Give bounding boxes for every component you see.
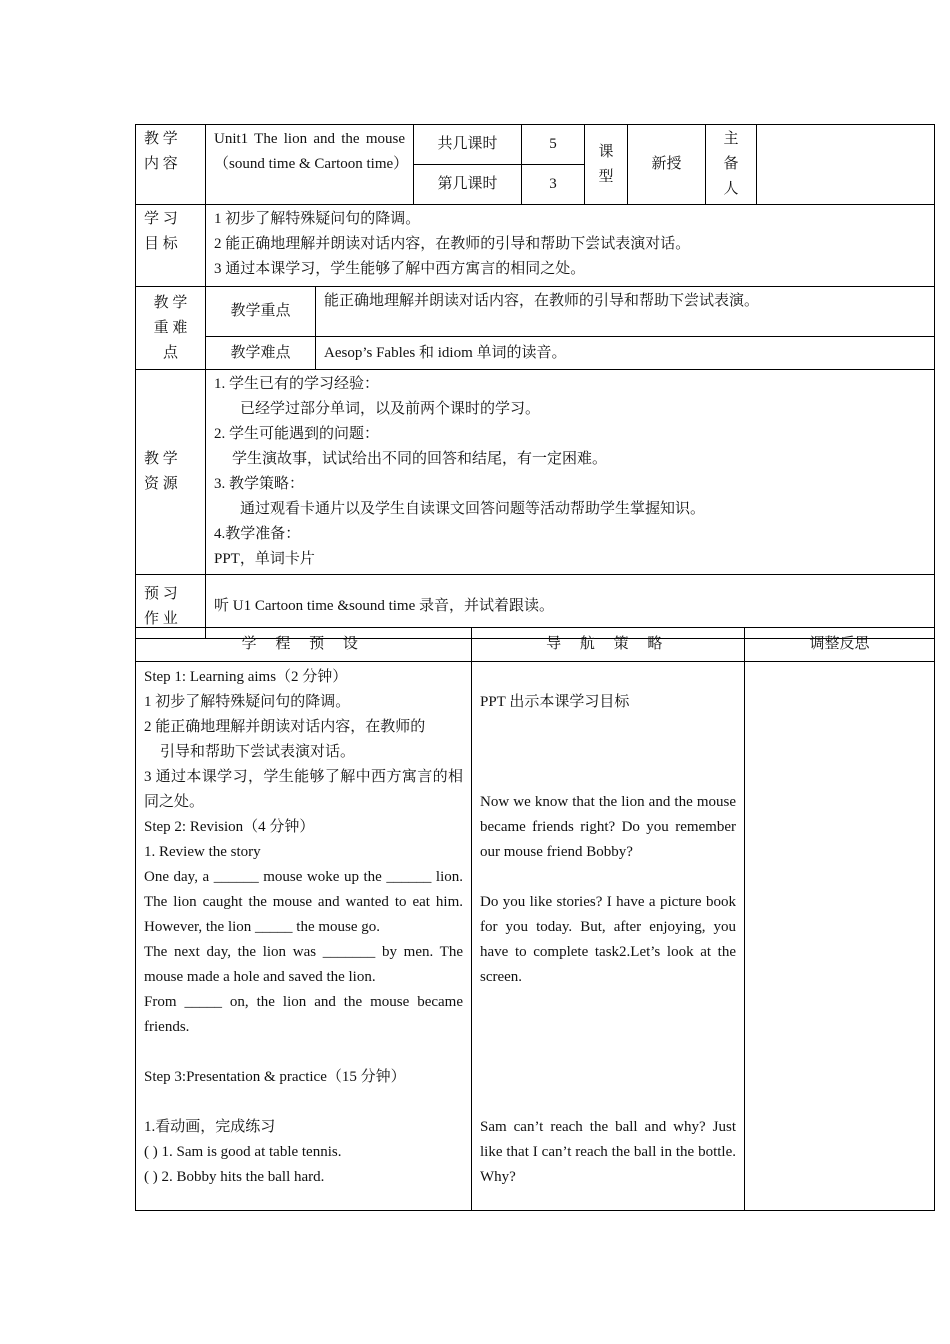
preview-value: 听 U1 Cartoon time &sound time 录音，并试着跟读。 — [206, 575, 935, 639]
lesson-type-label: 课 型 — [585, 125, 628, 205]
resource-line: 通过观看卡通片以及学生自读课文回答问题等活动帮助学生掌握知识。 — [240, 501, 706, 517]
spacer — [480, 665, 736, 690]
spacer — [480, 1065, 736, 1090]
spacer — [480, 865, 736, 890]
resource-line: PPT，单词卡片 — [214, 551, 315, 567]
strategy-col-header: 导 航 策 略 — [472, 628, 745, 662]
preview-label: 预 习 作 业 — [136, 575, 206, 639]
reflection-cell — [745, 662, 935, 1211]
spacer — [480, 715, 736, 740]
step2-title: Step 2: Revision（4 分钟） — [144, 819, 315, 835]
story-paragraph: The next day, the lion was _______ by men. The mouse made a hole and saved the lion. — [144, 944, 463, 985]
spacer — [480, 1090, 736, 1115]
resource-line: 1. 学生已有的学习经验： — [214, 376, 380, 392]
strategy-item: Do you like stories? I have a picture book for you today. But, after enjoying, you have to complete task2.Let’s look at the screen. — [480, 894, 736, 985]
goals-label: 学 习 目 标 — [136, 205, 206, 287]
resources-label: 教 学 资 源 — [136, 370, 206, 575]
reflection-col-header: 调整反思 — [745, 628, 935, 662]
strategy-item: Sam can’t reach the ball and why? Just like that I can’t reach the ball in the bottle. Why? — [480, 1119, 736, 1185]
goal-item: 3 通过本课学习，学生能够了解中西方寓言的相同之处。 — [214, 261, 586, 277]
content-value: Unit1 The lion and the mouse （sound time & Cartoon time） — [206, 125, 414, 205]
strategy-item: PPT 出示本课学习目标 — [480, 694, 630, 710]
strategy-item: Now we know that the lion and the mouse became friends right? Do you remember our mouse friend Bobby? — [480, 794, 736, 860]
difficulty-label: 教学难点 — [206, 337, 316, 370]
aim-item: 1 初步了解特殊疑问句的降调。 — [144, 694, 351, 710]
aim-item: 引导和帮助下尝试表演对话。 — [160, 744, 356, 760]
current-period-value: 3 — [522, 165, 585, 205]
spacer — [480, 1015, 736, 1040]
difficulty-value: Aesop’s Fables 和 idiom 单词的读音。 — [316, 337, 935, 370]
review-heading: 1. Review the story — [144, 844, 261, 860]
story-paragraph: From _____ on, the lion and the mouse became friends. — [144, 994, 463, 1035]
aim-item: 3 通过本课学习，学生能够了解中西方寓言的相同之处。 — [144, 769, 463, 810]
content-label: 教 学 内 容 — [136, 125, 206, 205]
watch-task: 1.看动画，完成练习 — [144, 1119, 276, 1135]
total-periods-label: 共几课时 — [414, 125, 522, 165]
lesson-type-value: 新授 — [628, 125, 706, 205]
goal-item: 1 初步了解特殊疑问句的降调。 — [214, 211, 421, 227]
resource-line: 学生演故事，试试给出不同的回答和结尾，有一定困难。 — [232, 451, 608, 467]
lesson-info-table — [135, 124, 935, 639]
spacer — [480, 1040, 736, 1065]
resource-line: 3. 教学策略： — [214, 476, 305, 492]
resource-line: 4.教学准备： — [214, 526, 301, 542]
story-paragraph: One day, a ______ mouse woke up the ______ lion. The lion caught the mouse and wanted to eat him. However, the lion _____ the mouse go. — [144, 869, 463, 935]
spacer — [480, 740, 736, 765]
spacer — [144, 1090, 463, 1115]
goals-value — [206, 205, 935, 287]
process-table — [135, 627, 935, 1211]
goal-item: 2 能正确地理解并朗读对话内容，在教师的引导和帮助下尝试表演对话。 — [214, 236, 691, 252]
step1-title: Step 1: Learning aims（2 分钟） — [144, 669, 348, 685]
process-col-header: 学 程 预 设 — [136, 628, 472, 662]
current-period-label: 第几课时 — [414, 165, 522, 205]
preparer-value — [757, 125, 935, 205]
preparer-label: 主 备 人 — [706, 125, 757, 205]
aim-item: 2 能正确地理解并朗读对话内容，在教师的 — [144, 719, 426, 735]
resource-line: 已经学过部分单词，以及前两个课时的学习。 — [240, 401, 541, 417]
process-cell — [136, 662, 472, 1211]
spacer — [480, 765, 736, 790]
exercise-item: ( ) 2. Bobby hits the ball hard. — [144, 1169, 325, 1185]
step3-title: Step 3:Presentation & practice（15 分钟） — [144, 1069, 406, 1085]
keypoints-label: 教 学 重 难 点 — [136, 287, 206, 370]
resource-line: 2. 学生可能遇到的问题： — [214, 426, 380, 442]
spacer — [144, 1040, 463, 1065]
focus-value: 能正确地理解并朗读对话内容，在教师的引导和帮助下尝试表演。 — [316, 287, 935, 337]
exercise-item: ( ) 1. Sam is good at table tennis. — [144, 1144, 342, 1160]
spacer — [480, 990, 736, 1015]
focus-label: 教学重点 — [206, 287, 316, 337]
strategy-cell — [472, 662, 745, 1211]
total-periods-value: 5 — [522, 125, 585, 165]
resources-value — [206, 370, 935, 575]
